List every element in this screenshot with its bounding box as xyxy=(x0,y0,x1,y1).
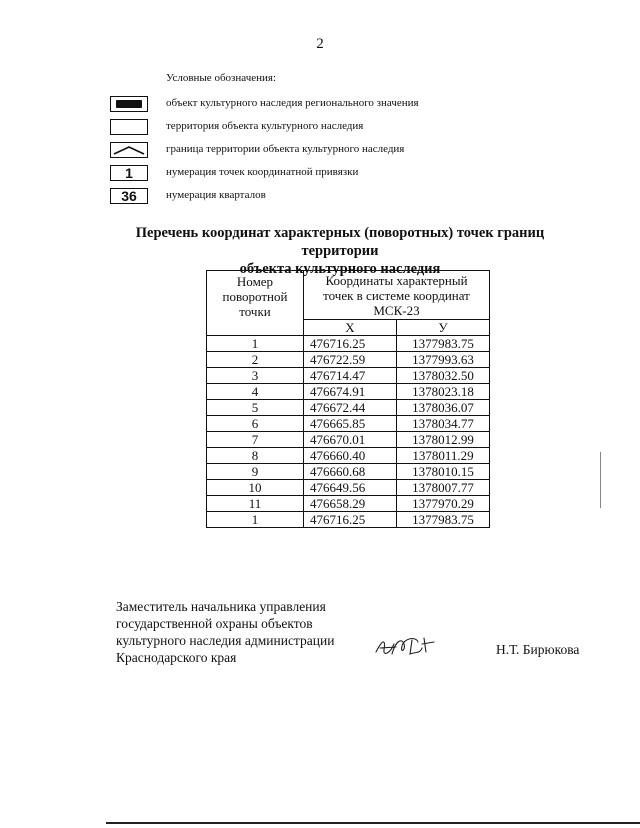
table-row xyxy=(207,368,490,384)
legend-label: нумерация точек координатной привязки xyxy=(166,166,359,178)
block-number-icon: 36 xyxy=(110,188,148,204)
cell-x: 476722.59 xyxy=(304,352,397,368)
cell-y: 1377983.75 xyxy=(397,512,490,528)
legend-title: Условные обозначения: xyxy=(166,72,277,84)
cell-y: 1378011.29 xyxy=(397,448,490,464)
cell-y: 1378036.07 xyxy=(397,400,490,416)
page-number: 2 xyxy=(316,36,324,52)
cell-x: 476714.47 xyxy=(304,368,397,384)
scan-artifact-line xyxy=(600,452,601,508)
signer-line-4: Краснодарского края xyxy=(116,650,237,665)
cell-x: 476658.29 xyxy=(304,496,397,512)
cell-point-number: 11 xyxy=(207,496,304,512)
cell-x: 476660.68 xyxy=(304,464,397,480)
coordinates-table xyxy=(206,270,490,528)
table-row xyxy=(207,400,490,416)
table-row xyxy=(207,496,490,512)
cell-x: 476665.85 xyxy=(304,416,397,432)
filled-rectangle-icon xyxy=(110,96,148,112)
cell-y: 1377970.29 xyxy=(397,496,490,512)
cell-point-number: 7 xyxy=(207,432,304,448)
cell-point-number: 4 xyxy=(207,384,304,400)
legend-label: объект культурного наследия регионального значения xyxy=(166,97,419,109)
signer-line-3: культурного наследия администрации xyxy=(116,633,335,648)
legend-item-regional-object xyxy=(110,96,530,116)
table-row xyxy=(207,384,490,400)
header-point-number: Номер поворотной точки xyxy=(207,271,304,336)
table-row xyxy=(207,512,490,528)
header-x: Х xyxy=(304,320,397,336)
table-row xyxy=(207,464,490,480)
legend-label: нумерация кварталов xyxy=(166,189,266,201)
cell-x: 476674.91 xyxy=(304,384,397,400)
cell-y: 1378010.15 xyxy=(397,464,490,480)
coordinates-body xyxy=(207,336,490,528)
legend-label: граница территории объекта культурного наследия xyxy=(166,143,405,155)
cell-y: 1378012.99 xyxy=(397,432,490,448)
cell-y: 1378023.18 xyxy=(397,384,490,400)
table-row xyxy=(207,336,490,352)
header-y: У xyxy=(397,320,490,336)
cell-point-number: 1 xyxy=(207,512,304,528)
point-number-icon: 1 xyxy=(110,165,148,181)
heading-line-1: Перечень координат характерных (поворотных) точек границ территории xyxy=(135,225,545,259)
legend-item-point-numbering xyxy=(110,165,530,185)
header-coordinates: Координаты характерный точек в системе координат МСК-23 xyxy=(304,271,490,320)
boundary-line-icon xyxy=(110,142,148,158)
cell-point-number: 5 xyxy=(207,400,304,416)
signer-line-2: государственной охраны объектов xyxy=(116,616,313,631)
cell-y: 1378034.77 xyxy=(397,416,490,432)
signer-line-1: Заместитель начальника управления xyxy=(116,599,326,614)
table-row xyxy=(207,432,490,448)
table-row xyxy=(207,480,490,496)
cell-x: 476672.44 xyxy=(304,400,397,416)
cell-x: 476716.25 xyxy=(304,512,397,528)
legend-item-block-numbering xyxy=(110,188,530,208)
cell-point-number: 9 xyxy=(207,464,304,480)
cell-y: 1377993.63 xyxy=(397,352,490,368)
handwritten-signature xyxy=(372,630,442,664)
empty-rectangle-icon xyxy=(110,119,148,135)
cell-point-number: 8 xyxy=(207,448,304,464)
legend-label: территория объекта культурного наследия xyxy=(166,120,364,132)
cell-x: 476660.40 xyxy=(304,448,397,464)
signer-title xyxy=(116,598,334,666)
table-row xyxy=(207,352,490,368)
cell-x: 476670.01 xyxy=(304,432,397,448)
cell-point-number: 3 xyxy=(207,368,304,384)
table-row xyxy=(207,448,490,464)
cell-y: 1378032.50 xyxy=(397,368,490,384)
cell-x: 476716.25 xyxy=(304,336,397,352)
cell-y: 1377983.75 xyxy=(397,336,490,352)
heading-line-2: объекта культурного наследия xyxy=(239,261,441,277)
legend-item-boundary xyxy=(110,142,530,162)
bottom-border-line xyxy=(106,822,640,824)
table-row xyxy=(207,416,490,432)
cell-point-number: 10 xyxy=(207,480,304,496)
cell-y: 1378007.77 xyxy=(397,480,490,496)
cell-point-number: 6 xyxy=(207,416,304,432)
signer-name: Н.Т. Бирюкова xyxy=(496,642,580,657)
cell-point-number: 1 xyxy=(207,336,304,352)
cell-x: 476649.56 xyxy=(304,480,397,496)
legend-item-territory xyxy=(110,119,530,139)
cell-point-number: 2 xyxy=(207,352,304,368)
